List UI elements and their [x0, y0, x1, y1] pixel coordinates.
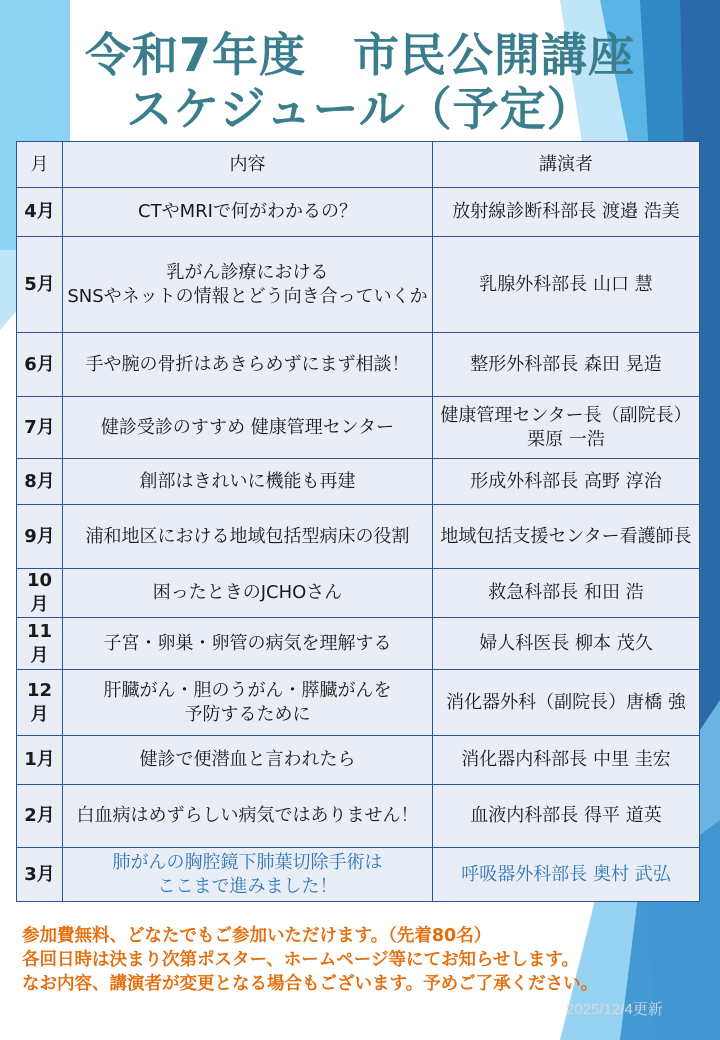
content-cell: 健診受診のすすめ 健康管理センター: [63, 397, 433, 459]
content-cell: CTやMRIで何がわかるの？: [63, 188, 433, 237]
speaker-cell: 救急科部長 和田 浩: [433, 569, 700, 618]
speaker-cell: 形成外科部長 高野 淳治: [433, 459, 700, 505]
speaker-cell: 血液内科部長 得平 道英: [433, 785, 700, 848]
table-row: [17, 848, 700, 902]
speaker-cell: 放射線診断科部長 渡邉 浩美: [433, 188, 700, 237]
speaker-cell: 呼吸器外科部長 奥村 武弘: [433, 848, 700, 902]
month-cell: 12月: [17, 670, 63, 736]
table-row: [17, 670, 700, 736]
note-line: 参加費無料、どなたでもご参加いただけます。（先着80名）: [22, 926, 492, 946]
note-line: 各回日時は決まり次第ポスター、ホームページ等にてお知らせします。: [22, 950, 580, 970]
month-cell: 7月: [17, 397, 63, 459]
table-row: [17, 505, 700, 569]
table-row: [17, 333, 700, 397]
content-cell: 困ったときのJCHOさん: [63, 569, 433, 618]
speaker-cell: 健康管理センター長（副院長） 栗原 一浩: [433, 397, 700, 459]
content-cell: 乳がん診療における SNSやネットの情報とどう向き合っていくか: [63, 237, 433, 333]
table-row: [17, 188, 700, 237]
content-cell: 健診で便潜血と言われたら: [63, 736, 433, 785]
month-cell: 4月: [17, 188, 63, 237]
page-title: [0, 28, 720, 136]
note-line: なお内容、講演者が変更となる場合もございます。予めご了承ください。: [22, 974, 599, 994]
table-row: [17, 397, 700, 459]
content-cell: 肝臓がん・胆のうがん・膵臓がんを 予防するために: [63, 670, 433, 736]
month-cell: 8月: [17, 459, 63, 505]
month-cell: 1月: [17, 736, 63, 785]
updated-date: 2025/12/4更新: [566, 1001, 663, 1018]
speaker-cell: 地域包括支援センター看護師長: [433, 505, 700, 569]
table-row: [17, 237, 700, 333]
speaker-cell: 整形外科部長 森田 晃造: [433, 333, 700, 397]
month-cell: 3月: [17, 848, 63, 902]
content-cell: 白血病はめずらしい病気ではありません！: [63, 785, 433, 848]
table-row: [17, 459, 700, 505]
content-cell: 手や腕の骨折はあきらめずにまず相談！: [63, 333, 433, 397]
month-cell: 11月: [17, 618, 63, 670]
content-cell: 浦和地区における地域包括型病床の役割: [63, 505, 433, 569]
month-cell: 6月: [17, 333, 63, 397]
notes-block: [22, 924, 712, 996]
speaker-cell: 婦人科医長 柳本 茂久: [433, 618, 700, 670]
schedule-table: [16, 141, 700, 902]
title-line-2: スケジュール（予定）: [126, 82, 594, 136]
header-speaker: 講演者: [433, 142, 700, 188]
table-row: [17, 618, 700, 670]
table-row: [17, 736, 700, 785]
header-content: 内容: [63, 142, 433, 188]
speaker-cell: 消化器内科部長 中里 圭宏: [433, 736, 700, 785]
speaker-cell: 乳腺外科部長 山口 慧: [433, 237, 700, 333]
table-header-row: [17, 142, 700, 188]
table-row: [17, 785, 700, 848]
month-cell: 2月: [17, 785, 63, 848]
title-line-1: 令和7年度 市民公開講座: [84, 28, 635, 82]
table-row: [17, 569, 700, 618]
month-cell: 10月: [17, 569, 63, 618]
header-month: 月: [17, 142, 63, 188]
content-cell: 肺がんの胸腔鏡下肺葉切除手術は ここまで進みました！: [63, 848, 433, 902]
content-cell: 子宮・卵巣・卵管の病気を理解する: [63, 618, 433, 670]
speaker-cell: 消化器外科（副院長）唐橋 強: [433, 670, 700, 736]
content-cell: 創部はきれいに機能も再建: [63, 459, 433, 505]
month-cell: 5月: [17, 237, 63, 333]
month-cell: 9月: [17, 505, 63, 569]
